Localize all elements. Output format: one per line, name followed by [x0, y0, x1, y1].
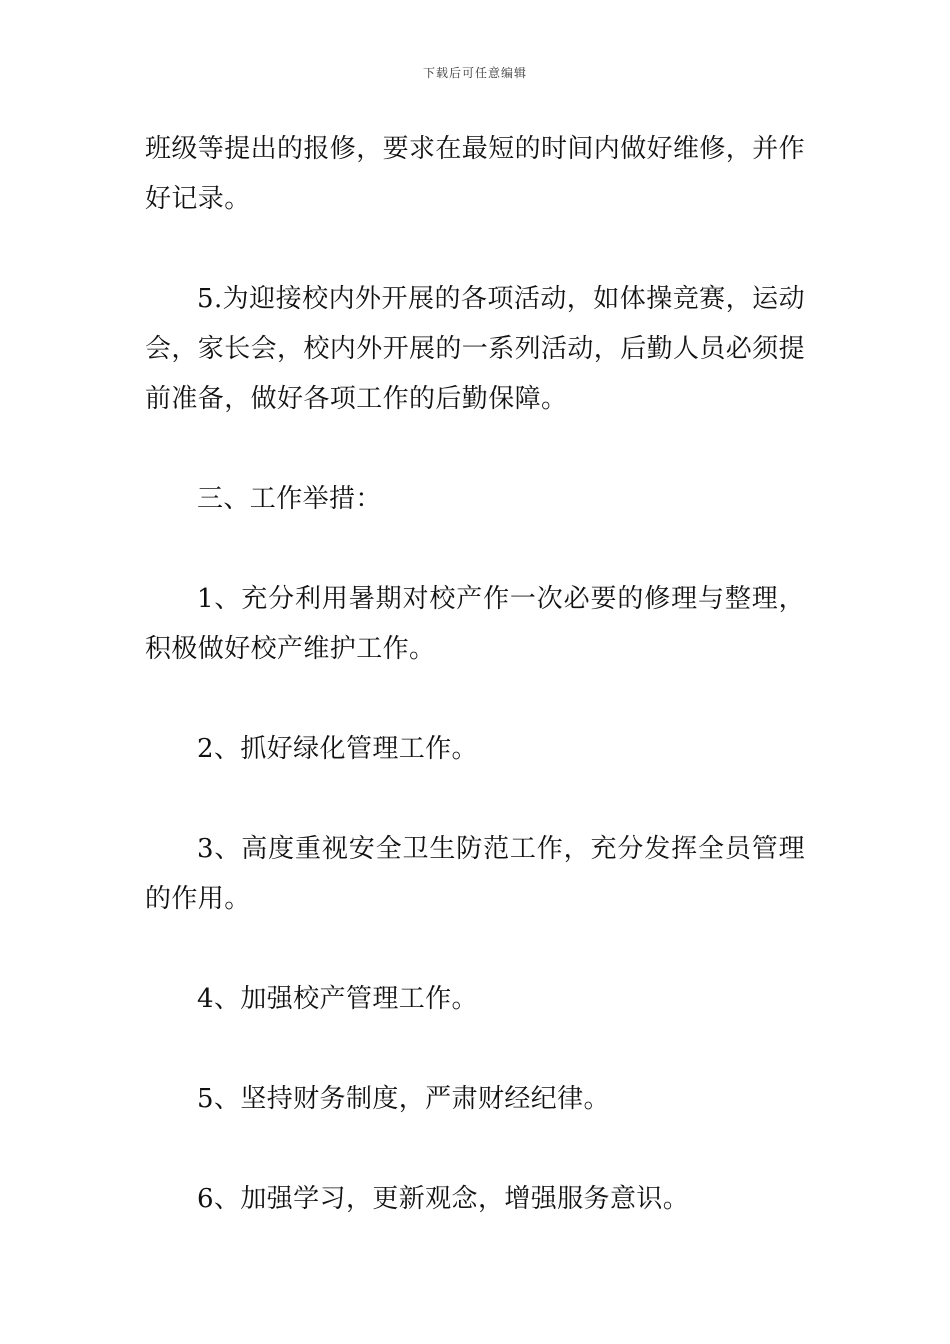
- paragraph-item-6: 6、加强学习，更新观念，增强服务意识。: [197, 1184, 690, 1214]
- document-body: [145, 124, 805, 1274]
- paragraph-1: 班级等提出的报修，要求在最短的时间内做好维修，并作好记录。: [145, 134, 806, 214]
- paragraph-item-3: 3、高度重视安全卫生防范工作，充分发挥全员管理的作用。: [145, 834, 805, 914]
- paragraph-item-5: 5、坚持财务制度，严肃财经纪律。: [197, 1084, 610, 1114]
- paragraph-item-1: 1、充分利用暑期对校产作一次必要的修理与整理，积极做好校产维护工作。: [145, 584, 805, 664]
- paragraph-item-4: 4、加强校产管理工作。: [197, 984, 478, 1014]
- paragraph-item-2: 2、抓好绿化管理工作。: [197, 734, 478, 764]
- page-header: 下载后可任意编辑: [422, 66, 527, 80]
- paragraph-2: 5.为迎接校内外开展的各项活动，如体操竞赛，运动会，家长会，校内外开展的一系列活动，后勤人员必须提前准备，做好各项工作的后勤保障。: [145, 284, 806, 414]
- section-heading: 三、工作举措：: [197, 484, 382, 514]
